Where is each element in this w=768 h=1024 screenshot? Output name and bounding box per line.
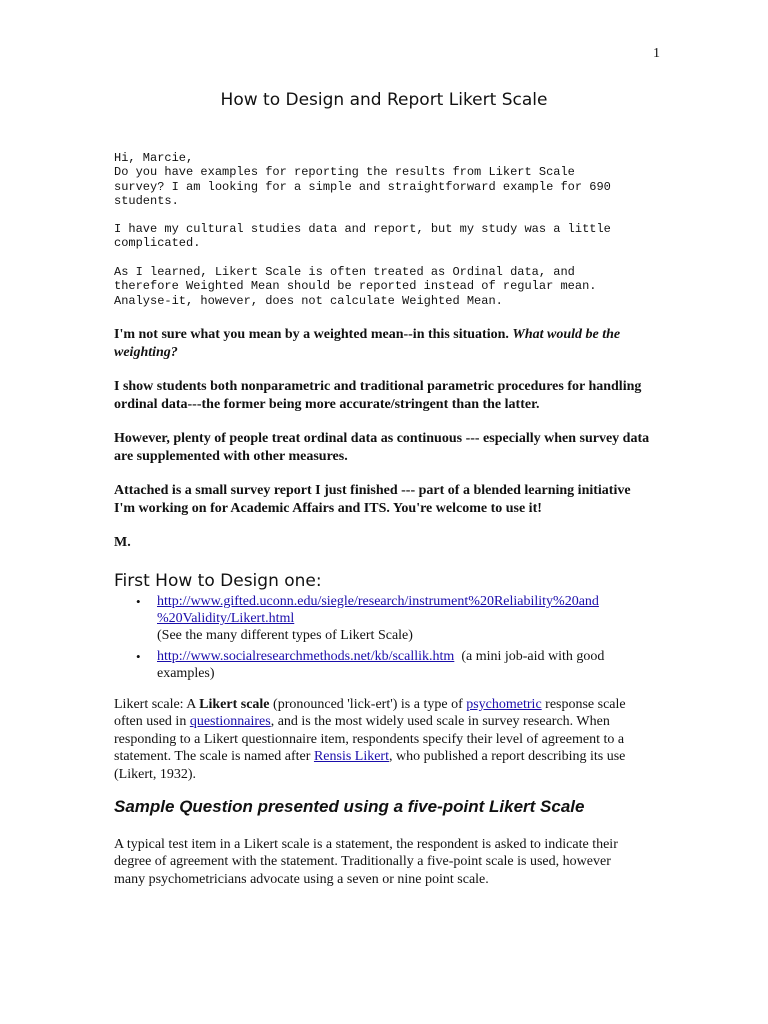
text-run: (pronounced 'lick-ert') is a type of: [269, 697, 467, 712]
email-paragraph-1: Hi, Marcie, Do you have examples for reporting the results from Likert Scale survey? I am looking for a simple and straightforward example for 690 students.: [114, 151, 611, 209]
rensis-likert-link[interactable]: Rensis Likert: [313, 749, 389, 765]
reply-paragraph-3: However, plenty of people treat ordinal data as continuous --- especially when survey data are supplemented with other measures.: [114, 431, 650, 464]
social-research-methods-link[interactable]: http://www.socialresearchmethods.net/kb/scallik.htm: [157, 649, 455, 664]
text-run: Likert scale: A: [114, 697, 200, 712]
document-title: How to Design and Report Likert Scale: [220, 90, 548, 110]
design-heading: First How to Design one:: [114, 571, 322, 591]
likert-definition-paragraph: [114, 696, 639, 783]
likert-scale-term: Likert scale: [199, 697, 270, 712]
sample-question-heading: Sample Question presented using a five-point Likert Scale: [114, 797, 585, 816]
page-number: 1: [653, 46, 660, 61]
link-note: (See the many different types of Likert Scale): [157, 628, 413, 643]
reply-paragraph-1: [114, 326, 654, 362]
reply-text: I'm not sure what you mean by a weighted mean--in this situation.: [114, 327, 513, 342]
reply-question: What would be the weighting?: [114, 327, 621, 360]
bullet-icon: •: [136, 594, 141, 609]
text-run: , who published a report describing its use (Likert, 1932).: [114, 749, 626, 782]
link-line-1: http://www.gifted.uconn.edu/siegle/research/instrument%20Reliability%20and: [157, 594, 599, 609]
reply-paragraph-2: I show students both nonparametric and traditional parametric procedures for handling ordinal data---the former being more accurate/stringent than the latter.: [114, 379, 642, 412]
text-run: response scale often used in: [114, 697, 626, 730]
reply-paragraph-4: Attached is a small survey report I just finished --- part of a blended learning initiative I'm working on for Academic Affairs and ITS. You're welcome to use it!: [114, 483, 631, 516]
text-run: , and is the most widely used scale in survey research. When responding to a Likert questionnaire item, respondents specify their level of agreement to a statement. The scale is named after: [114, 714, 625, 765]
psychometric-link[interactable]: psychometric: [466, 697, 542, 712]
list-item: [114, 593, 654, 644]
resource-link-list: [114, 593, 654, 682]
link-note: (a mini job-aid with good examples): [157, 649, 605, 681]
questionnaires-link[interactable]: questionnaires: [189, 714, 271, 730]
link-line-2: %20Validity/Likert.html: [157, 611, 295, 626]
reply-signature: M.: [114, 535, 131, 550]
bullet-icon: •: [136, 649, 141, 664]
email-paragraph-2: I have my cultural studies data and report, but my study was a little complicated.: [114, 222, 611, 251]
email-paragraph-3: As I learned, Likert Scale is often treated as Ordinal data, and therefore Weighted Mean should be reported instead of regular mean. Analyse-it, however, does not calculate Weighted Mean.: [114, 265, 597, 308]
sample-paragraph: A typical test item in a Likert scale is a statement, the respondent is asked to indicate their degree of agreement with the statement. Traditionally a five-point scale is used, however many psychometricians advocate using a seven or nine point scale.: [114, 837, 618, 887]
list-item: [114, 648, 654, 682]
gifted-uconn-link[interactable]: [157, 594, 599, 626]
